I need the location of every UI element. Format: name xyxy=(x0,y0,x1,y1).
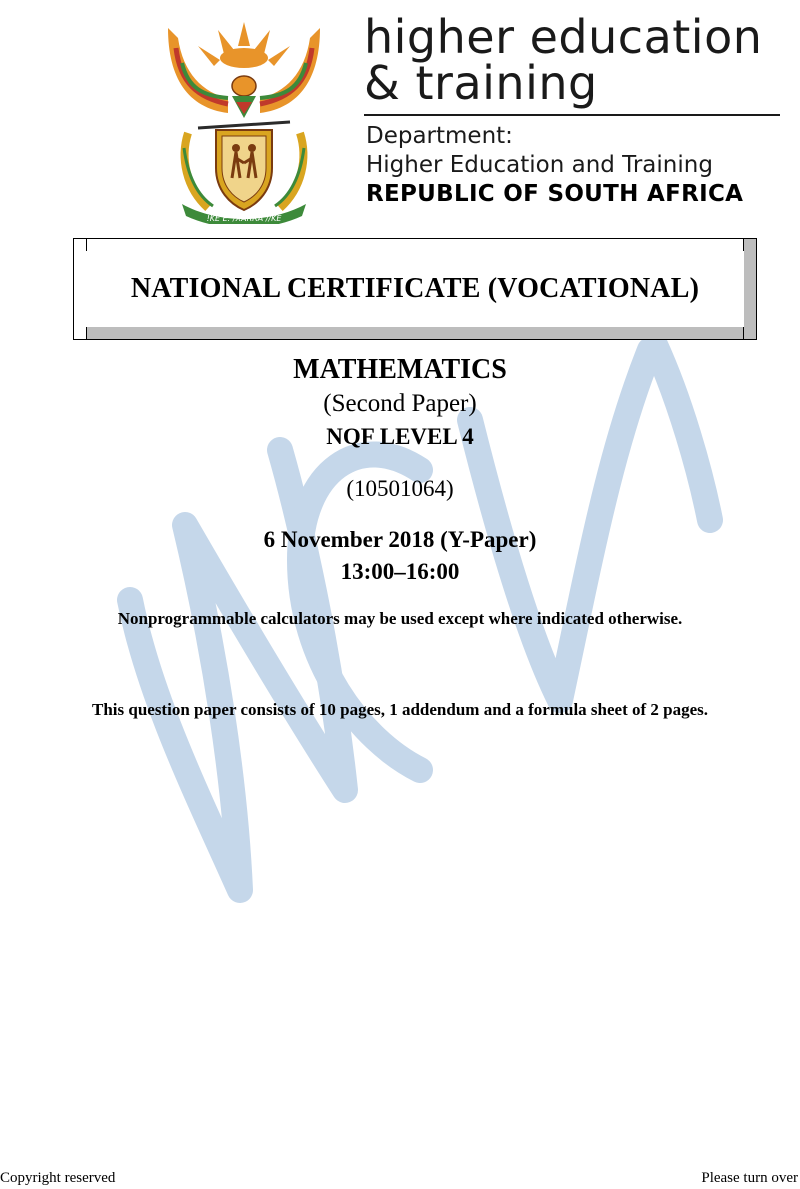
brand-divider xyxy=(364,114,780,116)
svg-text:!KE E: /XARRA //KE: !KE E: /XARRA //KE xyxy=(206,214,282,223)
watermark-stroke-n xyxy=(130,450,345,890)
subject-code: (10501064) xyxy=(346,476,454,501)
brand-line-1: higher education xyxy=(364,10,763,64)
certificate-title: NATIONAL CERTIFICATE (VOCATIONAL) xyxy=(130,273,700,304)
country-name: REPUBLIC OF SOUTH AFRICA xyxy=(366,181,744,207)
department-label: Department: xyxy=(366,123,513,149)
title-box xyxy=(73,238,757,340)
exam-date: 6 November 2018 (Y-Paper) xyxy=(263,527,537,552)
calculator-note: Nonprogrammable calculators may be used except where indicated otherwise. xyxy=(117,609,683,628)
footer-turn-over: Please turn over xyxy=(701,1170,798,1186)
brand-line-2: & training xyxy=(364,56,598,110)
department-name: Higher Education and Training xyxy=(366,152,713,178)
page-count-note: This question paper consists of 10 pages, 1 addendum and a formula sheet of 2 pages. xyxy=(91,700,709,719)
department-block xyxy=(366,122,743,209)
footer-copyright: Copyright reserved xyxy=(0,1170,116,1186)
brand-wordmark xyxy=(364,10,763,110)
subject-title: MATHEMATICS xyxy=(293,354,507,385)
nqf-level: NQF LEVEL 4 xyxy=(326,424,474,449)
coat-of-arms-icon xyxy=(158,18,330,224)
exam-time: 13:00–16:00 xyxy=(340,559,460,584)
paper-number: (Second Paper) xyxy=(323,390,477,417)
title-box-inner xyxy=(86,251,744,327)
